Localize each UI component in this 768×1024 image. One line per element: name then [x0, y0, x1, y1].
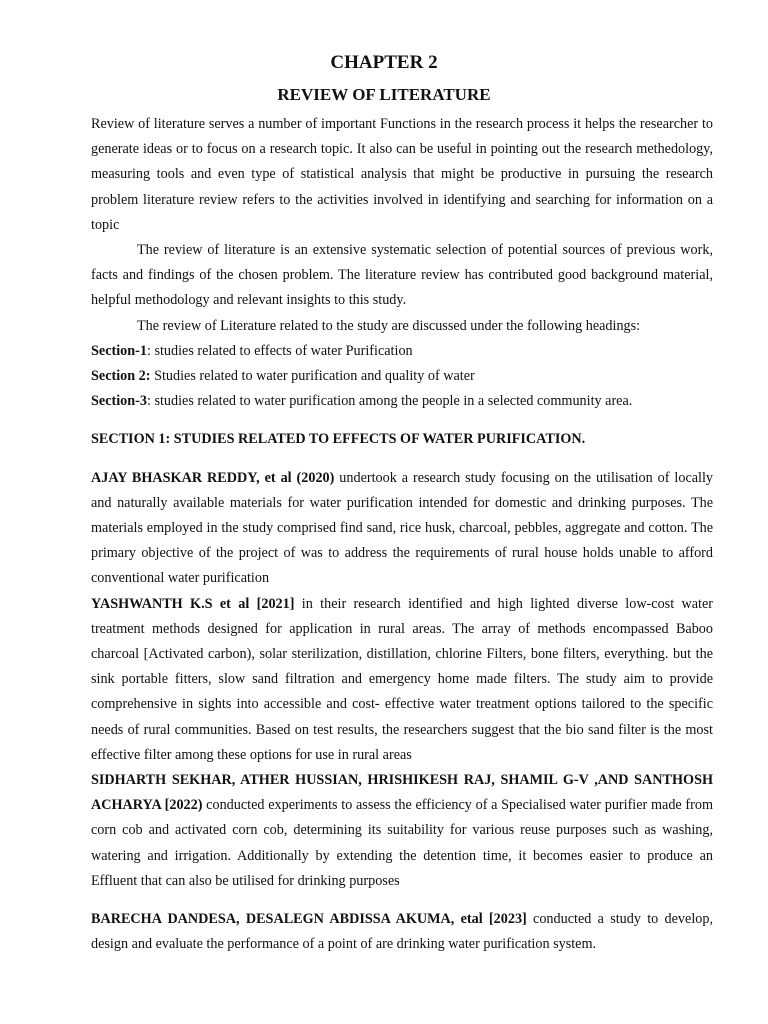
paragraph-3: The review of Literature related to the study are discussed under the following headings:	[137, 317, 641, 334]
section-list-item-2	[91, 364, 713, 389]
review-text: conducted experiments to assess the efficiency of a Specialised water purifier made from corn cob and activated corn cob, determining its suitability for various reuse purposes such as washing, watering and irrigation. Additionally by extending the detention time, it becomes easier to produce an Effluent that can also be utilised for drinking purposes	[91, 797, 713, 889]
chapter-heading: CHAPTER 2	[330, 52, 438, 73]
chapter-title: REVIEW OF LITERATURE	[277, 85, 491, 104]
review-authors: YASHWANTH K.S et al [2021]	[91, 595, 295, 612]
review-authors: AJAY BHASKAR REDDY, et al (2020)	[91, 469, 335, 486]
review-text: conducted a study to develop, design and evaluate the performance of a point of are drinking water purification system.	[91, 911, 713, 953]
intro-paragraph: Review of literature serves a number of important Functions in the research process it helps the researcher to generate ideas or to focus on a research topic. It also can be useful in pointing out the research methedology, measuring tools and even type of statistical analysis that might be productive in pursuing the research problem literature review refers to the activities involved in identifying and searching for information on a topic	[91, 116, 713, 233]
review-paragraph	[91, 768, 713, 894]
section-label: Section-1	[91, 342, 147, 359]
section-text: Studies related to water purification and quality of water	[150, 368, 475, 385]
review-authors: SIDHARTH SEKHAR, ATHER HUSSIAN, HRISHIKESH RAJ, SHAMIL G-V ,AND SANTHOSH ACHARYA [2022)	[91, 772, 713, 814]
section-label: Section 2:	[91, 368, 151, 385]
review-paragraph	[91, 907, 713, 957]
paragraph-2: The review of literature is an extensive systematic selection of potential sources of previous work, facts and findings of the chosen problem. The literature review has contributed good background material, helpful methodology and relevant insights to this study.	[91, 242, 713, 309]
section-list-item-1	[91, 339, 713, 364]
section-label: Section-3	[91, 393, 147, 410]
section-text: : studies related to effects of water Purification	[146, 342, 413, 359]
review-paragraph	[91, 466, 713, 592]
section-1-heading: SECTION 1: STUDIES RELATED TO EFFECTS OF WATER PURIFICATION.	[91, 431, 586, 448]
section-list-item-3	[91, 389, 713, 414]
review-paragraph	[91, 592, 713, 768]
review-text: in their research identified and high lighted diverse low-cost water treatment methods designed for application in rural areas. The array of methods encompassed Baboo charcoal [Activated carbon), solar sterilization, distillation, chlorine Filters, bone filters, everything. but the sink portable fitters, slow sand filtration and emergency home made filters. The study aim to provide comprehensive in sights into accessible and cost- effective water treatment options tailored to the specific needs of rural communities. Based on test results, the researchers suggest that the bio sand filter is the most effective filter among these options for use in rural areas	[91, 595, 713, 763]
review-authors: BARECHA DANDESA, DESALEGN ABDISSA AKUMA, etal [2023]	[91, 911, 527, 928]
review-text: undertook a research study focusing on the utilisation of locally and naturally available materials for water purification intended for domestic and drinking purposes. The materials employed in the study comprised find sand, rice husk, charcoal, pebbles, aggregate and cotton. The primary objective of the project of was to address the requirements of rural house holds unable to afford conventional water purification	[91, 469, 714, 587]
document-body	[91, 112, 713, 958]
section-text: : studies related to water purification among the people in a selected community area.	[146, 393, 633, 410]
